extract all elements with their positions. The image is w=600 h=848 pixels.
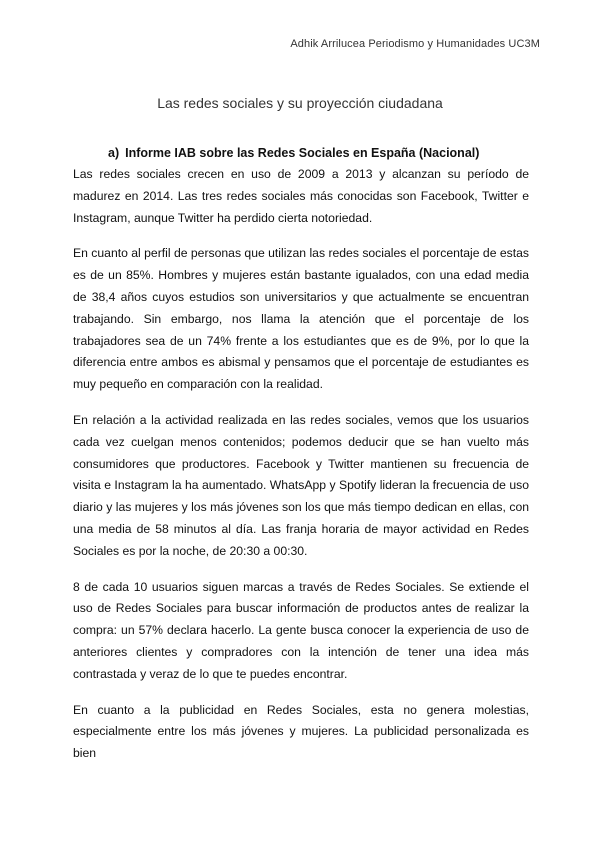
- section-heading: [108, 146, 479, 160]
- paragraph-5: En cuanto a la publicidad en Redes Sociales, esta no genera molestias, especialmente entre los más jóvenes y mujeres. La publicidad personalizada es bien: [73, 702, 529, 761]
- page-header: Adhik Arrilucea Periodismo y Humanidades UC3M: [290, 38, 540, 50]
- paragraph-4: 8 de cada 10 usuarios siguen marcas a través de Redes Sociales. Se extiende el uso de Redes Sociales para buscar información de productos antes de realizar la compra: un 57% declara hacerlo. La gente busca conocer la experiencia de uso de anteriores clientes y compradores con la intención de tener una idea más contrastada y veraz de lo que te puedes encontrar.: [73, 579, 529, 681]
- paragraph-1: Las redes sociales crecen en uso de 2009 a 2013 y alcanzan su período de madurez en 2014. Las tres redes sociales más conocidas son Facebook, Twitter e Instagram, aunque Twitter ha perdido cierta notoriedad.: [73, 167, 529, 225]
- paragraph-2: En cuanto al perfil de personas que utilizan las redes sociales el porcentaje de estas es de un 85%. Hombres y mujeres están bastante igualados, con una edad media de 38,4 años cuyos estudios son universitarios y que actualmente se encuentran trabajando. Sin embargo, nos llama la atención que el porcentaje de los trabajadores sea de un 74% frente a los estudiantes que es de 9%, por lo que la diferencia entre ambos es abismal y pensamos que el porcentaje de estudiantes es muy pequeño en comparación con la realidad.: [73, 246, 529, 392]
- paragraph-3: En relación a la actividad realizada en las redes sociales, vemos que los usuarios cada vez cuelgan menos contenidos; podemos deducir que se han vuelto más consumidores que productores. Facebook y Twitter mantienen su frecuencia de visita e Instagram la ha aumentado. WhatsApp y Spotify lideran la frecuencia de uso diario y las mujeres y los más jóvenes son los que más tiempo dedican en ellas, con una media de 58 minutos al día. Las franja horaria de mayor actividad en Redes Sociales es por la noche, de 20:30 a 00:30.: [73, 412, 529, 558]
- section-heading-text: Informe IAB sobre las Redes Sociales en España (Nacional): [125, 146, 480, 160]
- section-marker: a): [108, 146, 120, 160]
- body-text: [73, 164, 529, 779]
- document-title: Las redes sociales y su proyección ciudadana: [157, 95, 443, 111]
